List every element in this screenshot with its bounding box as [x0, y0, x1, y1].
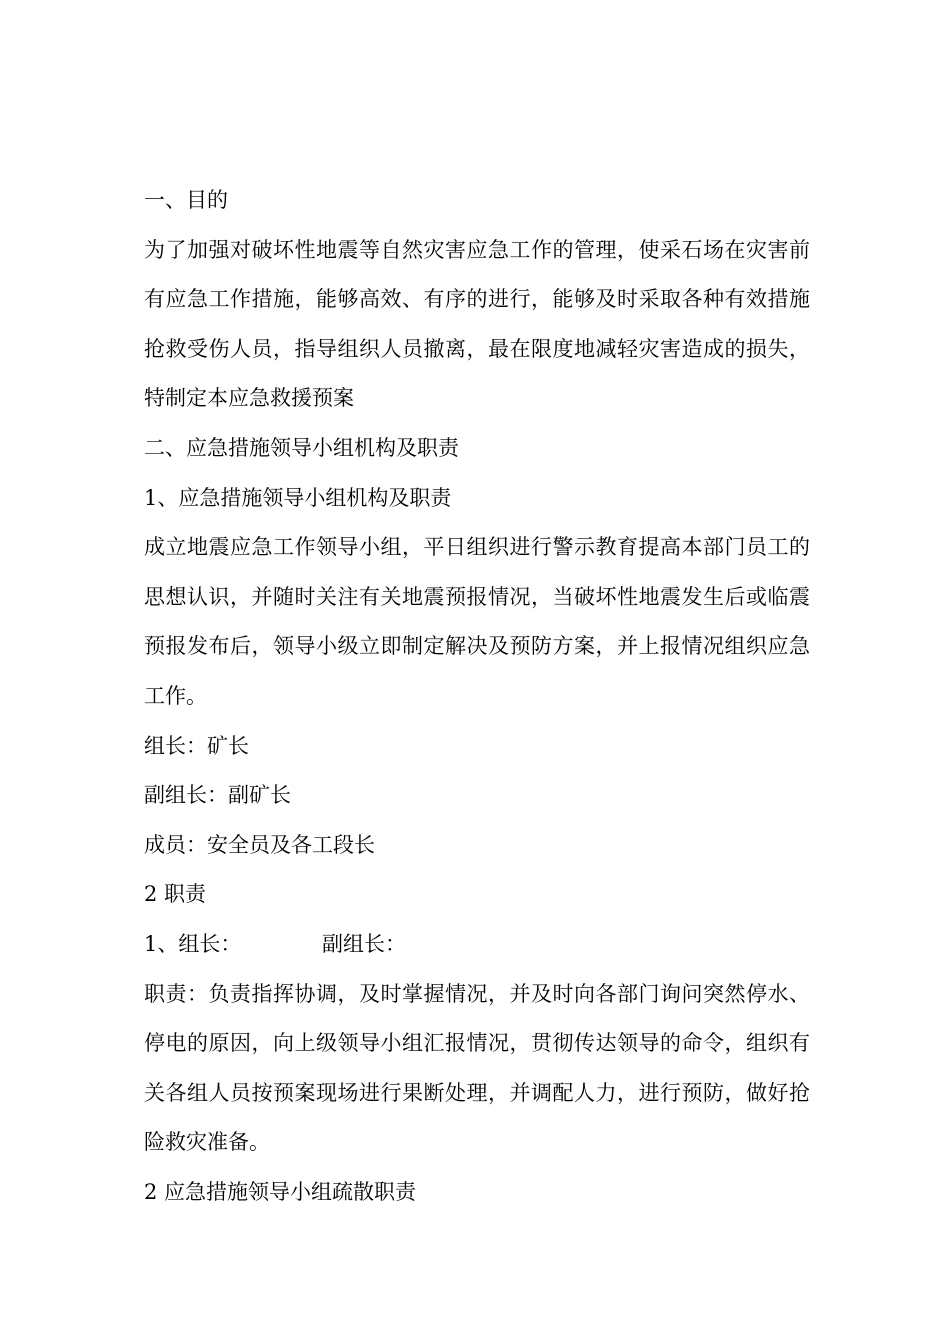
section2-heading: 二、应急措施领导小组机构及职责: [144, 435, 459, 460]
members-line: 成员：安全员及各工段长: [144, 832, 375, 857]
section1-paragraph: 为了加强对破坏性地震等自然灾害应急工作的管理，使采石场在灾害前有应急工作措施，能够高效、有序的进行，能够及时采取各种有效措施抢救受伤人员，指导组织人员撤离，最在限度地减轻灾害造成的损失，特制定本应急救援预案: [144, 237, 810, 411]
duty-leader-label: 1、组长：: [144, 931, 242, 956]
duty-deputy-label: 副组长：: [322, 931, 406, 956]
duty-paragraph: 职责：负责指挥协调，及时掌握情况，并及时向各部门询问突然停水、停电的原因，向上级领导小组汇报情况，贯彻传达领导的命令，组织有关各组人员按预案现场进行果断处理，并调配人力，进行预防，做好抢险救灾准备。: [144, 981, 810, 1155]
leader-line: 组长：矿长: [144, 733, 249, 758]
duty-roles-row: [144, 920, 810, 970]
duties-heading: 2 职责: [144, 882, 207, 907]
deputy-leader-line: 副组长：副矿长: [144, 783, 291, 808]
subsection1-paragraph: 成立地震应急工作领导小组，平日组织进行警示教育提高本部门员工的思想认识，并随时关注有关地震预报情况，当破坏性地震发生后或临震预报发布后，领导小级立即制定解决及预防方案，并上报情况组织应急工作。: [144, 535, 810, 708]
evacuation-heading: 2 应急措施领导小组疏散职责: [144, 1179, 417, 1204]
document-body: [144, 176, 810, 1217]
subsection1-heading: 1、应急措施领导小组机构及职责: [144, 485, 452, 510]
section1-heading: 一、目的: [144, 188, 228, 212]
